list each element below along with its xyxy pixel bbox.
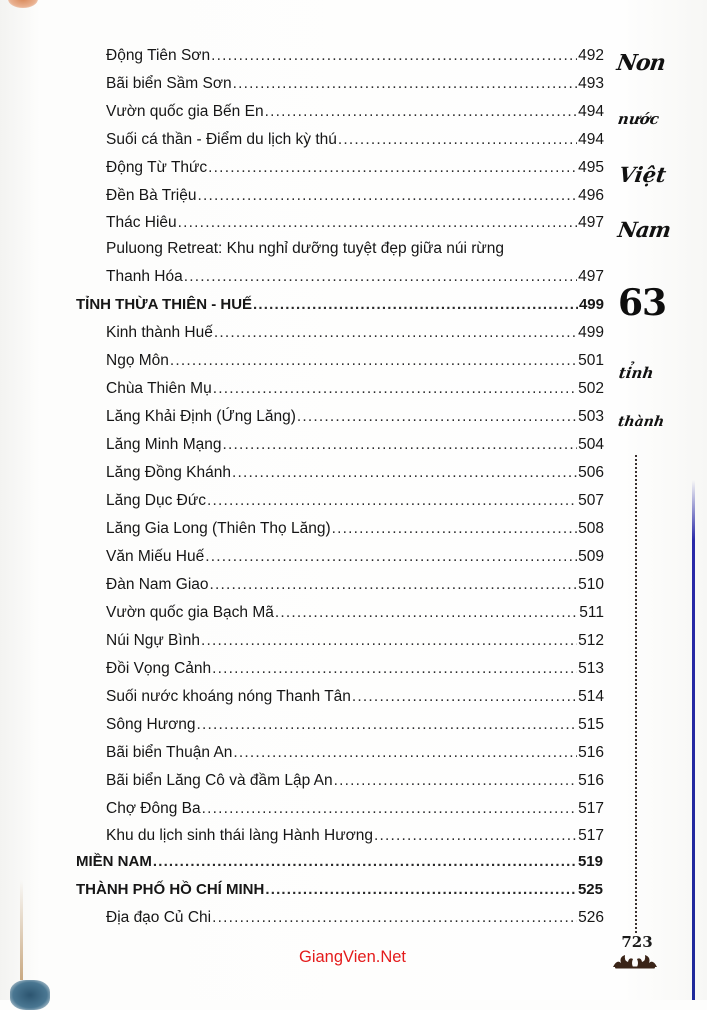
toc-entry-page: 516 (578, 772, 604, 789)
watermark: GiangVien.Net (299, 948, 407, 966)
leader-dots (374, 826, 577, 846)
toc-entry (106, 715, 604, 735)
calligraphy-nam: Nam (616, 217, 672, 242)
toc-entry-label: Lăng Đồng Khánh (106, 464, 231, 481)
toc-entry-label: Thác Hiêu (106, 214, 177, 231)
toc-entry (106, 771, 604, 791)
toc-entry-page: 507 (578, 492, 604, 509)
toc-entry-label: Động Tiên Sơn (106, 47, 211, 64)
toc-entry-label: Lăng Khải Định (Ứng Lăng) (106, 408, 296, 425)
finger-shadow-bottom (10, 980, 50, 1010)
leader-dots (265, 102, 578, 122)
toc-entry-label: Lăng Minh Mạng (106, 436, 222, 453)
leader-dots (211, 46, 577, 66)
toc-entry-page: 501 (578, 352, 604, 369)
toc-entry (106, 74, 604, 94)
toc-entry-page: 511 (579, 604, 604, 621)
toc-entry-page: 515 (578, 716, 604, 733)
toc-entry-page: 492 (578, 47, 604, 64)
toc-entry-page: 517 (578, 800, 604, 817)
lotus-ornament-icon (611, 953, 659, 969)
toc-entry (106, 491, 604, 511)
toc-entry-page: 514 (578, 688, 604, 705)
toc-entry-page: 494 (578, 131, 604, 148)
big-number-63: 63 (618, 282, 667, 324)
toc-section-label: THÀNH PHỐ HỒ CHÍ MINH (76, 881, 265, 898)
toc-entry (106, 158, 604, 178)
leader-dots (202, 799, 578, 819)
toc-entry (106, 603, 604, 623)
toc-entry (106, 799, 604, 819)
toc-section-heading (76, 852, 603, 872)
leader-dots (212, 908, 577, 928)
toc-entry-label: Ngọ Môn (106, 352, 169, 369)
toc-entry-label: Bãi biển Lăng Cô và đầm Lập An (106, 772, 333, 789)
leader-dots (352, 687, 577, 707)
leader-dots (275, 603, 578, 623)
toc-entry-label: Suối cá thần - Điểm du lịch kỳ thú (106, 131, 337, 148)
toc-entry-label: Núi Ngự Bình (106, 632, 200, 649)
toc-entry-page: 513 (578, 660, 604, 677)
leader-dots (213, 379, 577, 399)
leader-dots (205, 547, 577, 567)
toc-entry-label: Vườn quốc gia Bạch Mã (106, 604, 274, 621)
calligraphy-viet: Việt (617, 162, 668, 187)
vertical-dotted-line (635, 455, 637, 933)
toc-entry-label: Động Từ Thức (106, 159, 208, 176)
toc-entry-page: 503 (578, 408, 604, 425)
toc-entry-page: 509 (578, 548, 604, 565)
toc-entry-label: Vườn quốc gia Bến En (106, 103, 264, 120)
leader-dots (178, 213, 577, 233)
toc-entry-label: Lăng Dục Đức (106, 492, 206, 509)
leader-dots (207, 491, 577, 511)
toc-entry (106, 351, 604, 371)
toc-entry-label: Kinh thành Huế (106, 324, 213, 341)
toc-entry-label: Thanh Hóa (106, 268, 183, 285)
toc-section-page: 525 (577, 881, 603, 898)
toc-entry-page: 526 (578, 909, 604, 926)
leader-dots (201, 631, 577, 651)
toc-entry-label: Đền Bà Triệu (106, 187, 197, 204)
toc-entry-page: 508 (578, 520, 604, 537)
calligraphy-nuoc: nước (616, 110, 661, 128)
toc-entry-label: Bãi biển Sầm Sơn (106, 75, 232, 92)
toc-entry-page: 493 (578, 75, 604, 92)
toc-entry (106, 46, 604, 66)
toc-entry-label: Chợ Đông Ba (106, 800, 201, 817)
book-edge-rule (692, 480, 695, 1000)
toc-entry-label: Puluong Retreat: Khu nghỉ dưỡng tuyệt đẹp giữa núi rừng (106, 240, 505, 257)
toc-entry (106, 519, 604, 539)
leader-dots (196, 715, 577, 735)
toc-entry (106, 267, 604, 287)
toc-entry-label: Đàn Nam Giao (106, 576, 209, 593)
toc-entry-page: 497 (578, 214, 604, 231)
toc-entry (106, 659, 604, 679)
toc-entry (106, 130, 604, 150)
leader-dots (222, 435, 577, 455)
leader-dots (265, 880, 577, 900)
toc-entry (106, 435, 604, 455)
leader-dots (212, 659, 577, 679)
toc-entry-label: Sông Hương (106, 716, 196, 733)
toc-entry (106, 379, 604, 399)
calligraphy-tinh: tỉnh (617, 364, 655, 382)
toc-entry-label: Văn Miếu Huế (106, 548, 205, 565)
toc-entry-wrapped-line (106, 239, 604, 259)
toc-entry (106, 213, 604, 233)
toc-entry-page: 494 (578, 103, 604, 120)
toc-entry (106, 102, 604, 122)
toc-section-heading (76, 295, 604, 315)
leader-dots (233, 74, 578, 94)
leader-dots (332, 519, 578, 539)
leader-dots (253, 295, 578, 315)
toc-entry (106, 547, 604, 567)
toc-entry-page: 517 (578, 827, 604, 844)
toc-entry-page: 504 (578, 436, 604, 453)
toc-entry-label: Khu du lịch sinh thái làng Hành Hương (106, 827, 373, 844)
toc-entry (106, 407, 604, 427)
toc-entry (106, 743, 604, 763)
leader-dots (297, 407, 577, 427)
toc-section-page: 519 (577, 853, 603, 870)
toc-entry-label: Địa đạo Củ Chi (106, 909, 212, 926)
toc-entry-page: 516 (578, 744, 604, 761)
toc-section-page: 499 (578, 296, 604, 313)
leader-dots (210, 575, 578, 595)
leader-dots (338, 130, 577, 150)
page-number: 723 (621, 933, 653, 951)
toc-entry-label: Bãi biển Thuận An (106, 744, 233, 761)
leader-dots (214, 323, 577, 343)
toc-entry-page: 496 (578, 187, 604, 204)
leader-dots (170, 351, 577, 371)
toc-section-label: TỈNH THỪA THIÊN - HUẾ (76, 296, 253, 313)
toc-entry-page: 512 (578, 632, 604, 649)
toc-entry (106, 908, 604, 928)
toc-section-heading (76, 880, 603, 900)
toc-entry-label: Chùa Thiên Mụ (106, 380, 212, 397)
toc-section-label: MIỀN NAM (76, 853, 152, 870)
toc-entry-page: 499 (578, 324, 604, 341)
calligraphy-non: Non (615, 50, 667, 76)
toc-entry-page: 502 (578, 380, 604, 397)
leader-dots (233, 743, 577, 763)
toc-entry-label: Lăng Gia Long (Thiên Thọ Lăng) (106, 520, 331, 537)
toc-entry (106, 575, 604, 595)
toc-entry (106, 323, 604, 343)
toc-entry (106, 186, 604, 206)
leader-dots (208, 158, 577, 178)
toc-entry (106, 826, 604, 846)
toc-entry-page: 497 (578, 268, 604, 285)
toc-entry-page: 510 (578, 576, 604, 593)
toc-entry-label: Suối nước khoáng nóng Thanh Tân (106, 688, 351, 705)
toc-entry (106, 687, 604, 707)
leader-dots (153, 852, 577, 872)
toc-entry (106, 463, 604, 483)
leader-dots (334, 771, 577, 791)
leader-dots (197, 186, 577, 206)
toc-entry-page: 506 (578, 464, 604, 481)
toc-entry-label: Đồi Vọng Cảnh (106, 660, 212, 677)
leader-dots (232, 463, 577, 483)
toc-entry-page: 495 (578, 159, 604, 176)
toc-entry (106, 631, 604, 651)
page-edge (20, 880, 23, 980)
calligraphy-thanh: thành (616, 414, 666, 430)
leader-dots (184, 267, 577, 287)
